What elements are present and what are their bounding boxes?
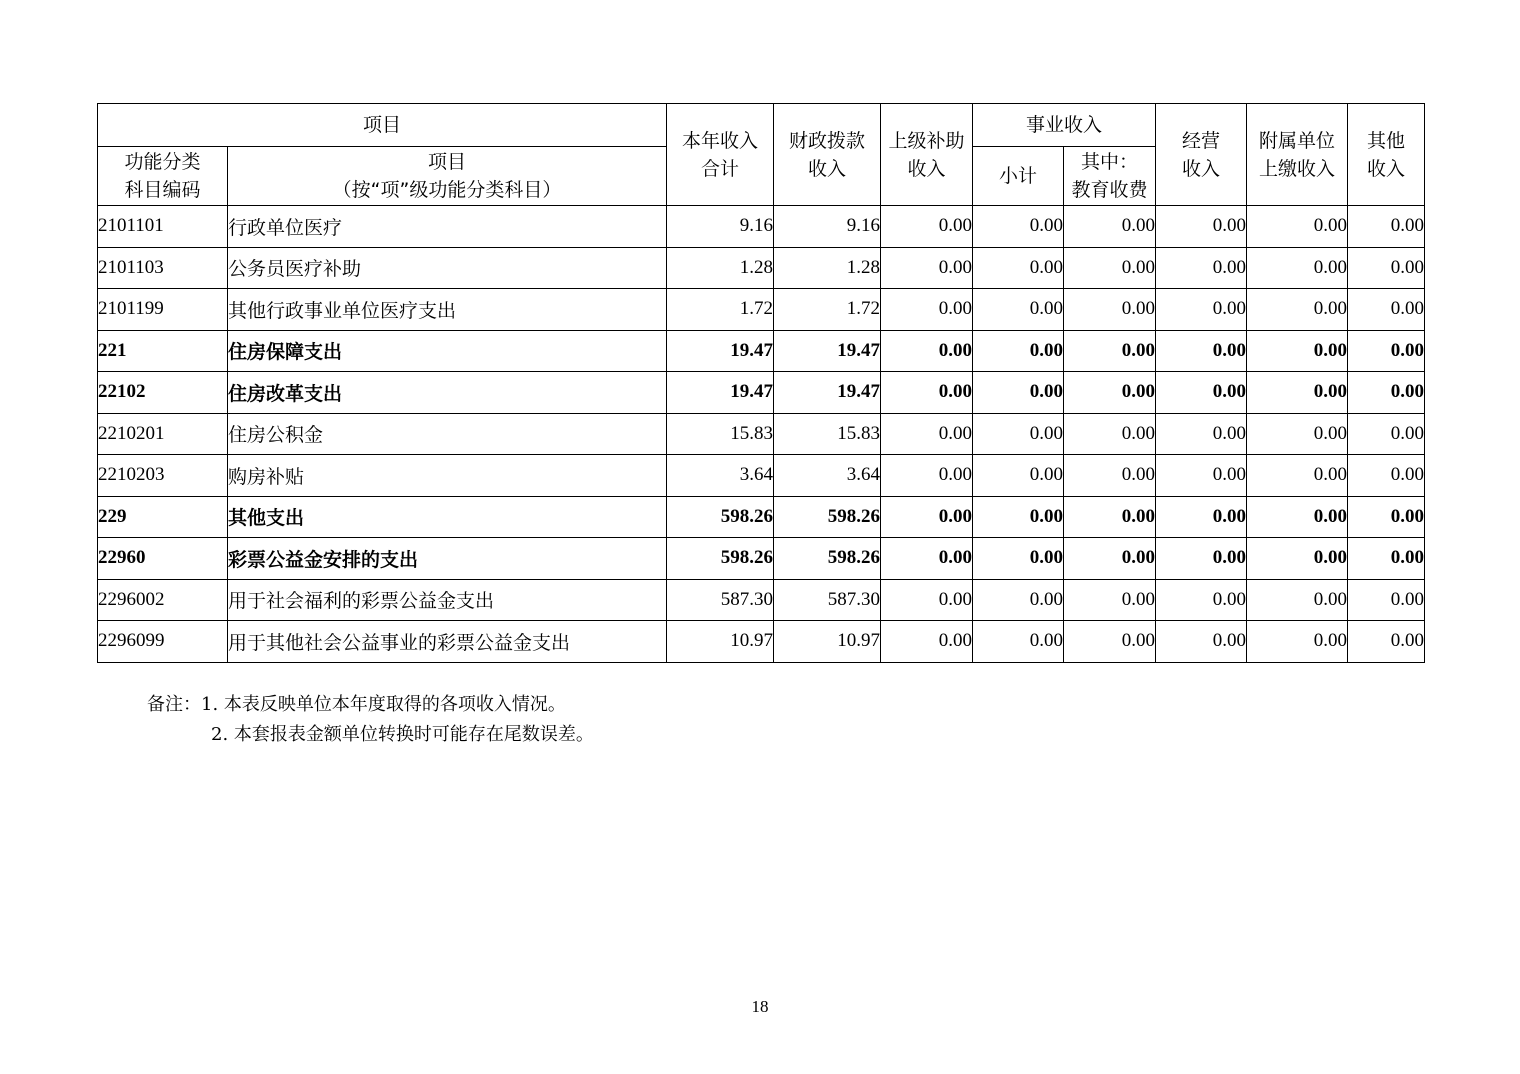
row-code: 2210201 [98,413,228,455]
row-name: 彩票公益金安排的支出 [228,538,667,580]
row-value: 0.00 [1064,330,1156,372]
header-other: 其他 收入 [1348,104,1425,206]
table-row [98,206,1425,248]
row-value: 0.00 [1247,621,1348,663]
table-row [98,289,1425,331]
row-value: 9.16 [667,206,774,248]
row-value: 0.00 [1348,538,1425,580]
row-value: 0.00 [1064,538,1156,580]
row-value: 0.00 [1064,496,1156,538]
row-value: 0.00 [973,621,1064,663]
row-value: 0.00 [1156,413,1247,455]
row-value: 19.47 [667,372,774,414]
row-value: 0.00 [881,206,973,248]
row-value: 0.00 [881,289,973,331]
row-value: 3.64 [667,455,774,497]
row-value: 0.00 [1348,579,1425,621]
row-name: 用于其他社会公益事业的彩票公益金支出 [228,621,667,663]
row-value: 0.00 [973,372,1064,414]
row-value: 0.00 [881,413,973,455]
row-value: 0.00 [1156,579,1247,621]
row-code: 229 [98,496,228,538]
row-name: 公务员医疗补助 [228,247,667,289]
header-total: 本年收入 合计 [667,104,774,206]
row-value: 0.00 [1064,206,1156,248]
row-name: 购房补贴 [228,455,667,497]
row-code: 2296002 [98,579,228,621]
header-business: 事业收入 [973,104,1156,147]
row-value: 1.72 [774,289,881,331]
table-row [98,330,1425,372]
row-code: 22102 [98,372,228,414]
note-line-2: 2. 本套报表金额单位转换时可能存在尾数误差。 [211,724,594,745]
row-value: 1.72 [667,289,774,331]
row-name: 行政单位医疗 [228,206,667,248]
row-value: 0.00 [1156,496,1247,538]
row-value: 1.28 [667,247,774,289]
table-row [98,621,1425,663]
row-value: 0.00 [1348,330,1425,372]
table-row [98,579,1425,621]
row-value: 10.97 [774,621,881,663]
row-value: 0.00 [973,496,1064,538]
row-code: 2101103 [98,247,228,289]
table-header [98,104,1425,206]
row-value: 0.00 [1064,579,1156,621]
row-value: 0.00 [1156,247,1247,289]
row-value: 0.00 [1247,372,1348,414]
row-value: 0.00 [881,538,973,580]
row-code: 221 [98,330,228,372]
row-value: 598.26 [774,538,881,580]
row-value: 587.30 [774,579,881,621]
row-value: 598.26 [774,496,881,538]
row-value: 0.00 [1348,372,1425,414]
row-value: 0.00 [1247,413,1348,455]
table-row [98,538,1425,580]
row-value: 587.30 [667,579,774,621]
row-value: 0.00 [1247,330,1348,372]
table-row [98,247,1425,289]
row-value: 0.00 [1156,206,1247,248]
row-code: 2101199 [98,289,228,331]
row-value: 0.00 [881,455,973,497]
row-value: 19.47 [774,372,881,414]
row-value: 598.26 [667,538,774,580]
row-value: 0.00 [881,621,973,663]
row-value: 19.47 [667,330,774,372]
row-name: 住房改革支出 [228,372,667,414]
row-value: 0.00 [1348,289,1425,331]
row-value: 0.00 [1247,206,1348,248]
row-value: 0.00 [1247,247,1348,289]
table-row [98,413,1425,455]
row-value: 3.64 [774,455,881,497]
header-operating: 经营 收入 [1156,104,1247,206]
row-value: 0.00 [1247,455,1348,497]
header-xiangmu: 项目 [98,104,667,147]
row-value: 0.00 [1156,289,1247,331]
row-value: 0.00 [1348,621,1425,663]
row-value: 10.97 [667,621,774,663]
row-value: 0.00 [1064,621,1156,663]
row-name: 住房公积金 [228,413,667,455]
table-row [98,372,1425,414]
row-value: 598.26 [667,496,774,538]
row-name: 其他支出 [228,496,667,538]
row-value: 0.00 [881,330,973,372]
row-value: 9.16 [774,206,881,248]
row-code: 22960 [98,538,228,580]
row-name: 用于社会福利的彩票公益金支出 [228,579,667,621]
row-value: 0.00 [1156,621,1247,663]
row-value: 0.00 [1064,372,1156,414]
row-value: 19.47 [774,330,881,372]
row-value: 0.00 [1064,289,1156,331]
row-value: 0.00 [973,413,1064,455]
row-value: 0.00 [973,579,1064,621]
row-value: 0.00 [1348,413,1425,455]
row-value: 0.00 [881,247,973,289]
row-value: 0.00 [1156,538,1247,580]
row-value: 0.00 [1156,455,1247,497]
row-value: 0.00 [973,247,1064,289]
row-value: 15.83 [774,413,881,455]
row-code: 2210203 [98,455,228,497]
row-value: 0.00 [973,206,1064,248]
row-value: 0.00 [973,330,1064,372]
header-fiscal: 财政拨款 收入 [774,104,881,206]
income-table [97,103,1425,663]
row-value: 0.00 [1064,413,1156,455]
row-value: 0.00 [881,496,973,538]
header-func-code: 功能分类 科目编码 [98,147,228,206]
row-value: 0.00 [881,579,973,621]
header-subtotal: 小计 [973,147,1064,206]
row-value: 0.00 [1247,289,1348,331]
header-edu: 其中： 教育收费 [1064,147,1156,206]
row-value: 0.00 [973,538,1064,580]
row-value: 0.00 [1348,496,1425,538]
row-value: 0.00 [881,372,973,414]
header-item: 项目 （按“项”级功能分类科目） [228,147,667,206]
row-value: 0.00 [1156,372,1247,414]
table-row [98,496,1425,538]
header-superior: 上级补助 收入 [881,104,973,206]
row-value: 0.00 [1064,247,1156,289]
table-row [98,455,1425,497]
table-body [98,206,1425,663]
note-line-1: 备注：1. 本表反映单位本年度取得的各项收入情况。 [147,694,566,715]
row-value: 0.00 [973,289,1064,331]
row-value: 0.00 [1064,455,1156,497]
row-value: 0.00 [1247,496,1348,538]
row-value: 0.00 [1156,330,1247,372]
row-value: 0.00 [1348,455,1425,497]
row-value: 0.00 [1348,206,1425,248]
row-code: 2101101 [98,206,228,248]
header-affiliate: 附属单位 上缴收入 [1247,104,1348,206]
row-value: 15.83 [667,413,774,455]
row-value: 0.00 [1348,247,1425,289]
row-value: 1.28 [774,247,881,289]
row-name: 住房保障支出 [228,330,667,372]
row-name: 其他行政事业单位医疗支出 [228,289,667,331]
row-value: 0.00 [1247,538,1348,580]
row-value: 0.00 [973,455,1064,497]
row-code: 2296099 [98,621,228,663]
row-value: 0.00 [1247,579,1348,621]
notes [147,690,594,750]
page-number: 18 [751,997,769,1016]
